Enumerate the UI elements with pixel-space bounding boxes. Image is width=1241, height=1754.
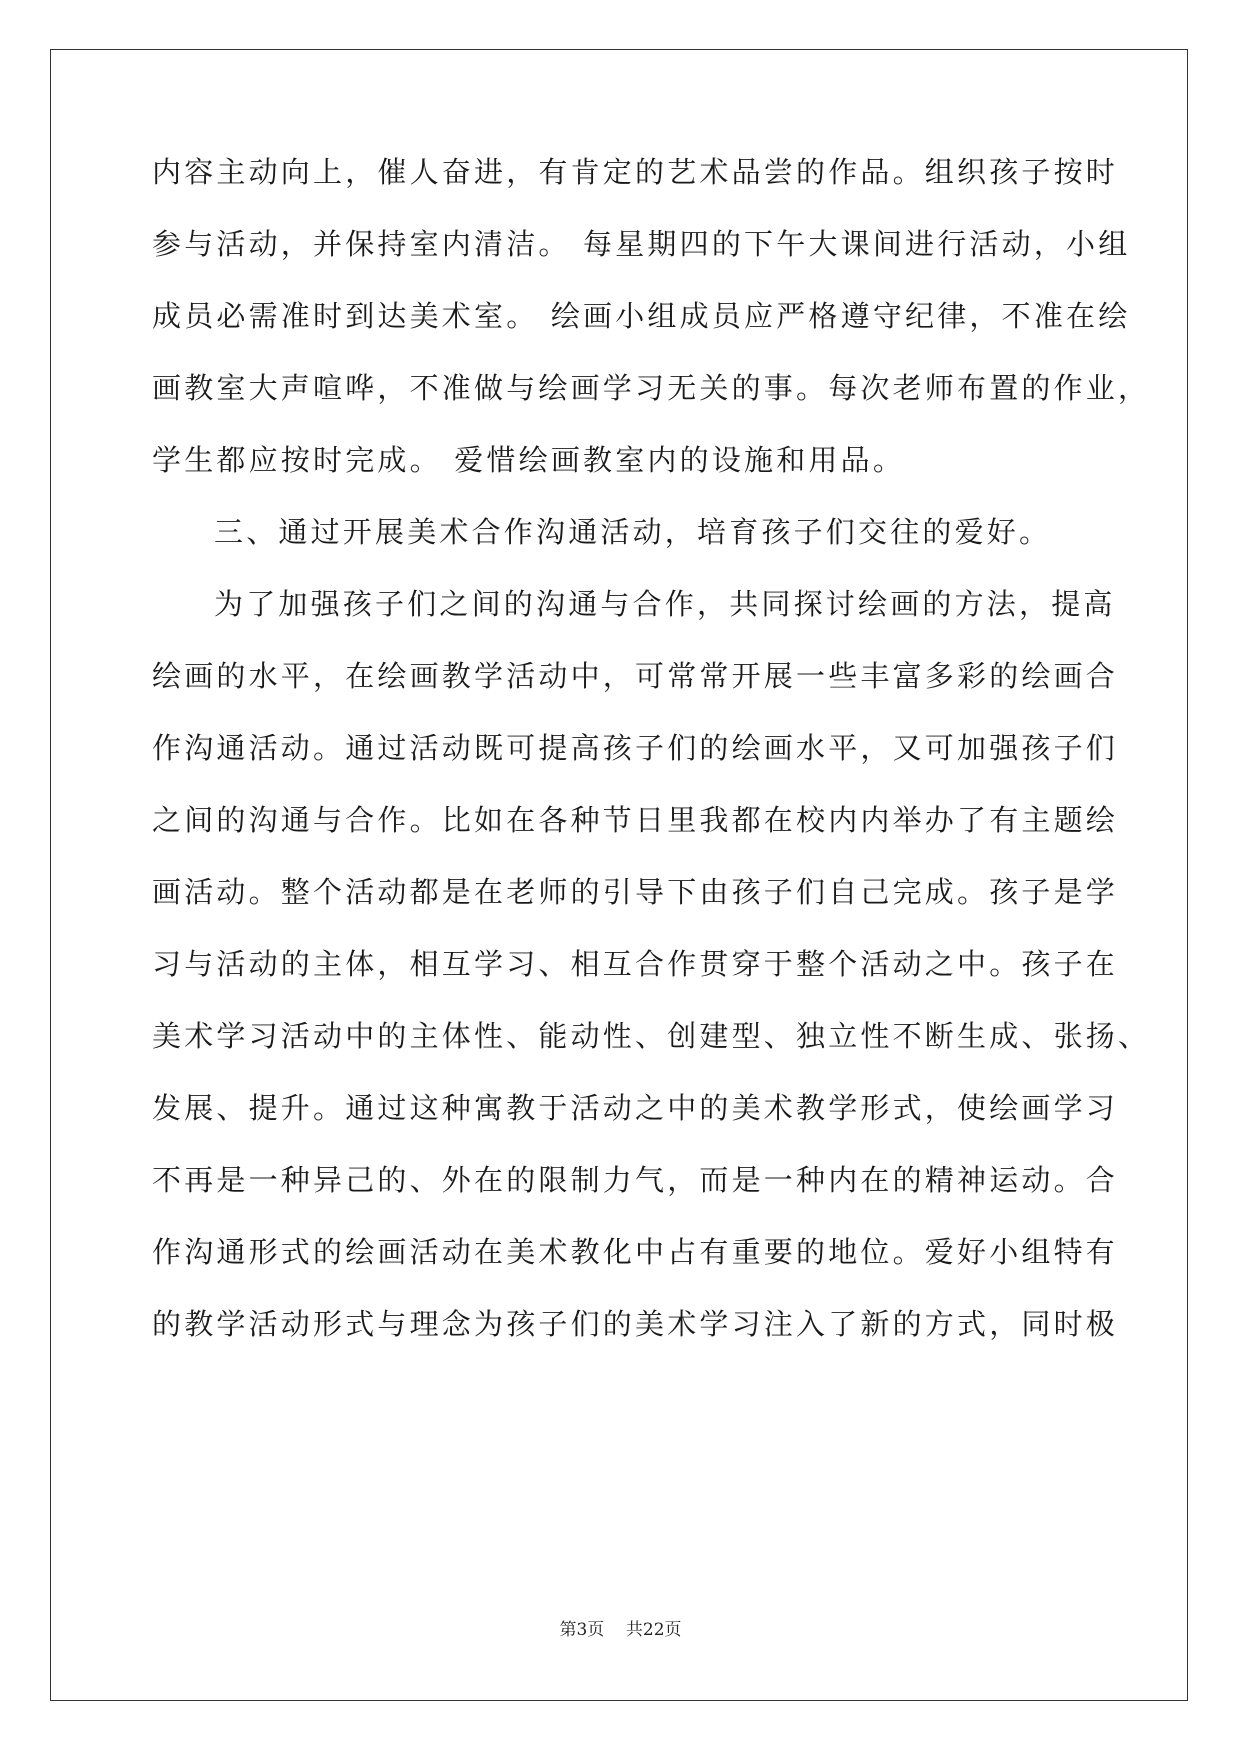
text-line: 参与活动，并保持室内清洁。 每星期四的下午大课间进行活动，小组 (152, 227, 1131, 261)
text-line: 内容主动向上，催人奋进，有肯定的艺术品尝的作品。组织孩子按时 (152, 155, 1119, 189)
text-line: 成员必需准时到达美术室。 绘画小组成员应严格遵守纪律，不准在绘 (152, 299, 1131, 333)
section-heading: 三、通过开展美术合作沟通活动，培育孩子们交往的爱好。 (214, 515, 1052, 549)
text-line: 画活动。整个活动都是在老师的引导下由孩子们自己完成。孩子是学 (152, 875, 1119, 909)
text-line: 绘画的水平，在绘画教学活动中，可常常开展一些丰富多彩的绘画合 (152, 659, 1119, 693)
text-line: 之间的沟通与合作。比如在各种节日里我都在校内内举办了有主题绘 (152, 803, 1119, 837)
text-line: 学生都应按时完成。 爱惜绘画教室内的设施和用品。 (152, 443, 906, 477)
text-line: 发展、提升。通过这种寓教于活动之中的美术教学形式，使绘画学习 (152, 1091, 1119, 1125)
paragraph-start: 为了加强孩子们之间的沟通与合作，共同探讨绘画的方法，提高 (214, 587, 1116, 621)
text-line: 作沟通活动。通过活动既可提高孩子们的绘画水平，又可加强孩子们 (152, 731, 1119, 765)
text-line: 画教室大声喧哗，不准做与绘画学习无关的事。每次老师布置的作业， (152, 371, 1151, 405)
page-footer (0, 1618, 1241, 1642)
page-number: 第3页 (559, 1620, 605, 1640)
page-total: 共22页 (625, 1620, 682, 1640)
text-line: 习与活动的主体，相互学习、相互合作贯穿于整个活动之中。孩子在 (152, 947, 1119, 981)
text-line: 美术学习活动中的主体性、能动性、创建型、独立性不断生成、张扬、 (152, 1019, 1151, 1053)
text-line: 的教学活动形式与理念为孩子们的美术学习注入了新的方式，同时极 (152, 1307, 1119, 1341)
text-line: 作沟通形式的绘画活动在美术教化中占有重要的地位。爱好小组特有 (152, 1235, 1119, 1269)
text-line: 不再是一种异己的、外在的限制力气，而是一种内在的精神运动。合 (152, 1163, 1119, 1197)
